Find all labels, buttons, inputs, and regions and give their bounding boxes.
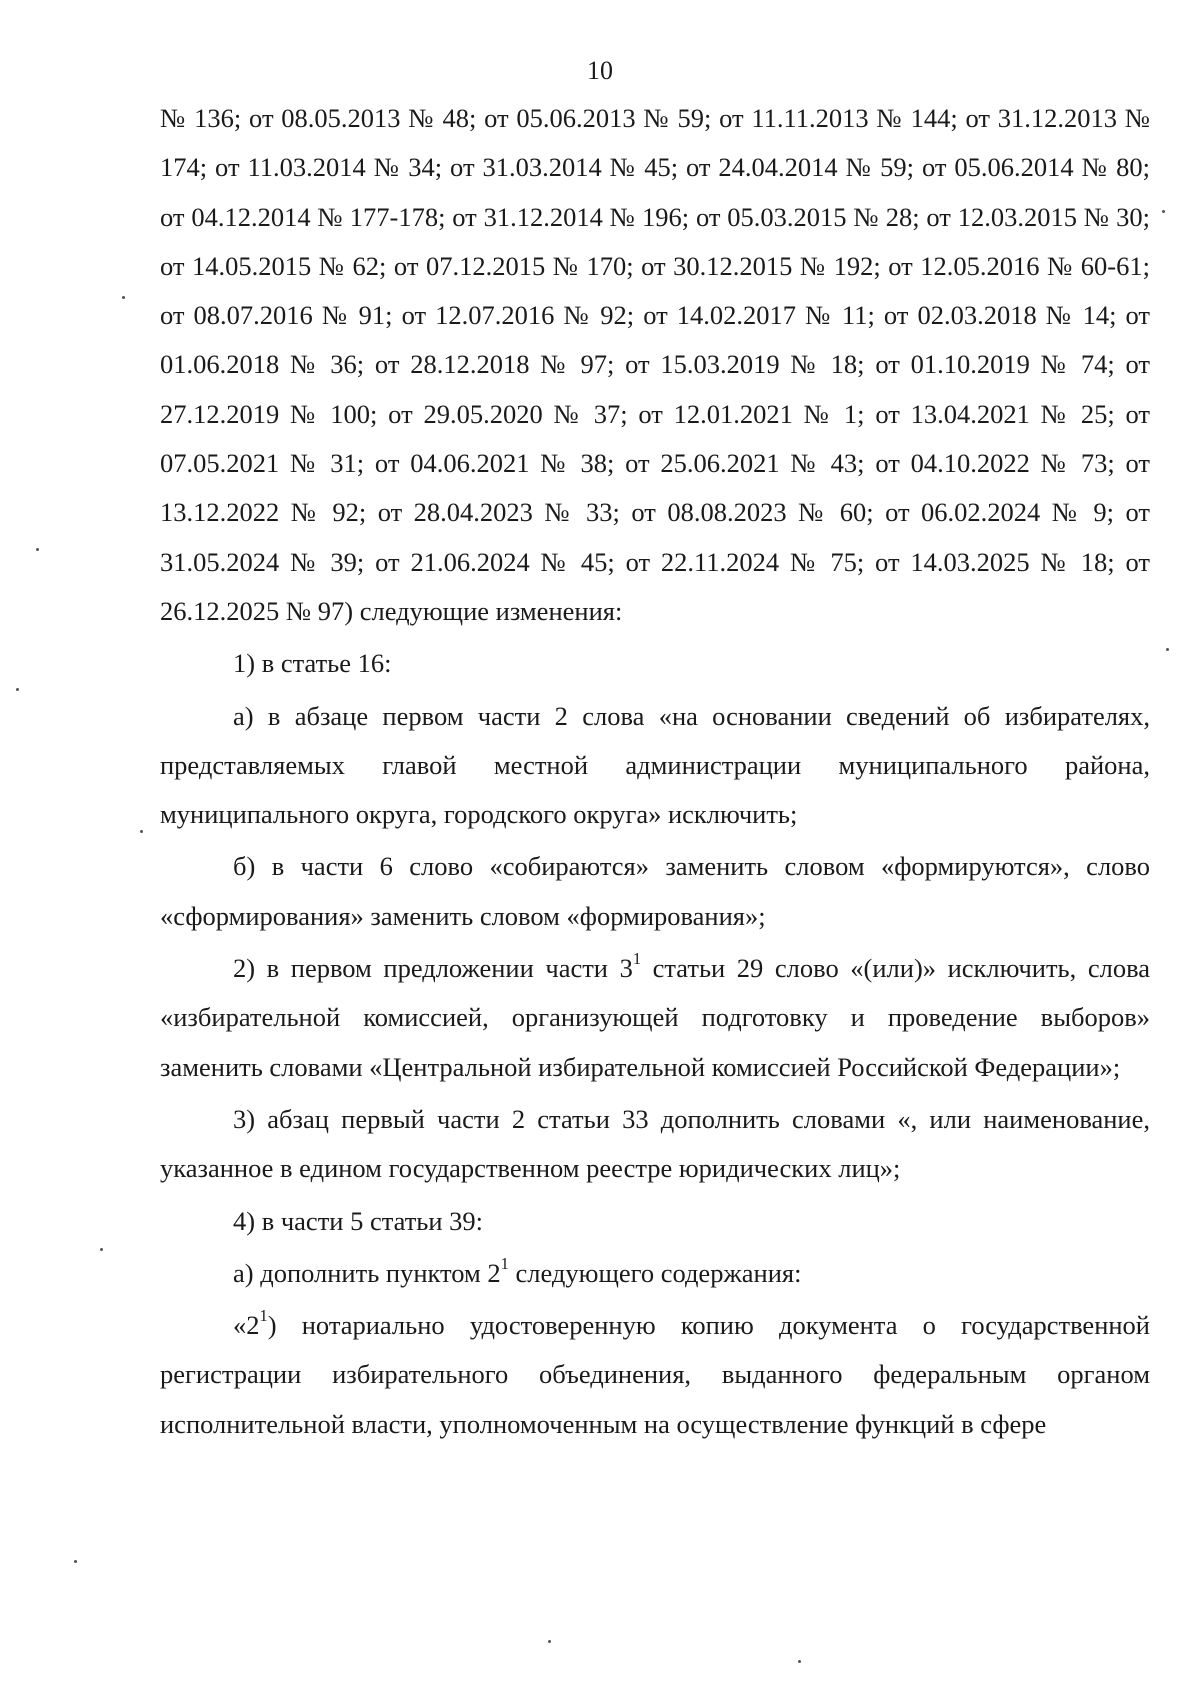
paragraph-item-2-rest: статьи 29 слово «(или)» исключить, слова «избирательной комиссией, организующей подготовку и проведение выборов» заменить словами «Центральной избирательной комиссией Российской Федерации»; (160, 953, 1150, 1082)
paragraph-item-1: 1) в статье 16: (233, 648, 392, 679)
superscript-marker: 1 (259, 1306, 268, 1326)
paragraph-item-4a (160, 1249, 1150, 1298)
paragraph-item-4: 4) в части 5 статьи 39: (233, 1205, 484, 1236)
superscript-marker: 1 (500, 1253, 509, 1273)
paragraph-item-2 (160, 944, 1150, 1092)
scan-speck (36, 548, 39, 551)
scan-speck (100, 1248, 103, 1251)
paragraph-item-4a-text (160, 1301, 1150, 1449)
page-number: 10 (587, 56, 613, 85)
paragraph-item-1b: б) в части 6 слово «собираются» заменить словом «формируются», слово «сформирования» заменить словом «формирования»; (160, 851, 1150, 931)
scan-speck (74, 1560, 77, 1563)
paragraph-item-4a-rest: следующего содержания: (508, 1257, 802, 1288)
paragraph-item-4a-lead: а) дополнить пунктом 2 (233, 1257, 501, 1288)
document-body (160, 94, 1150, 1449)
paragraph-item-3: 3) абзац первый части 2 статьи 33 дополнить словами «, или наименование, указанное в едином государственном реестре юридических лиц»; (160, 1103, 1150, 1184)
scan-speck (798, 1660, 801, 1663)
scan-speck (1166, 648, 1169, 651)
superscript-marker: 1 (632, 948, 642, 968)
scan-speck (16, 688, 19, 691)
paragraph-item-1a: а) в абзаце первом части 2 слова «на основании сведений об избирателях, представляемых главой местной администрации муниципального района, муниципального округа, городского округа» исключить; (160, 700, 1150, 830)
paragraph-item-2-lead: 2) в первом предложении части 3 (233, 953, 633, 984)
scan-speck (548, 1640, 551, 1643)
scan-speck (140, 830, 143, 833)
scan-speck (1162, 210, 1165, 213)
scan-speck (122, 296, 125, 299)
paragraph-continuation: № 136; от 08.05.2013 № 48; от 05.06.2013 № 59; от 11.11.2013 № 144; от 31.12.2013 № 174; от 11.03.2014 № 34; от 31.03.2014 № 45; от 24.04.2014 № 59; от 05.06.2014 № 80; от 04.12.2014 № 177-178; от 31.12.2014 № 196; от 05.03.2015 № 28; от 12.03.2015 № 30; от 14.05.2015 № 62; от 07.12.2015 № 170; от 30.12.2015 № 192; от 12.05.2016 № 60-61; от 08.07.2016 № 91; от 12.07.2016 № 92; от 14.02.2017 № 11; от 02.03.2018 № 14; от 01.06.2018 № 36; от 28.12.2018 № 97; от 15.03.2019 № 18; от 01.10.2019 № 74; от 27.12.2019 № 100; от 29.05.2020 № 37; от 12.01.2021 № 1; от 13.04.2021 № 25; от 07.05.2021 № 31; от 04.06.2021 № 38; от 25.06.2021 № 43; от 04.10.2022 № 73; от 13.12.2022 № 92; от 28.04.2023 № 33; от 08.08.2023 № 60; от 06.02.2024 № 9; от 31.05.2024 № 39; от 21.06.2024 № 45; от 22.11.2024 № 75; от 14.03.2025 № 18; от 26.12.2025 № 97) следующие изменения: (160, 103, 1150, 626)
paragraph-item-4a-text-lead: «2 (233, 1310, 260, 1341)
paragraph-item-4a-text-rest: ) нотариально удостоверенную копию документа о государственной регистрации избирательного объединения, выданного федеральным органом исполнительной власти, уполномоченным на осуществление функций в сфере (160, 1310, 1150, 1439)
